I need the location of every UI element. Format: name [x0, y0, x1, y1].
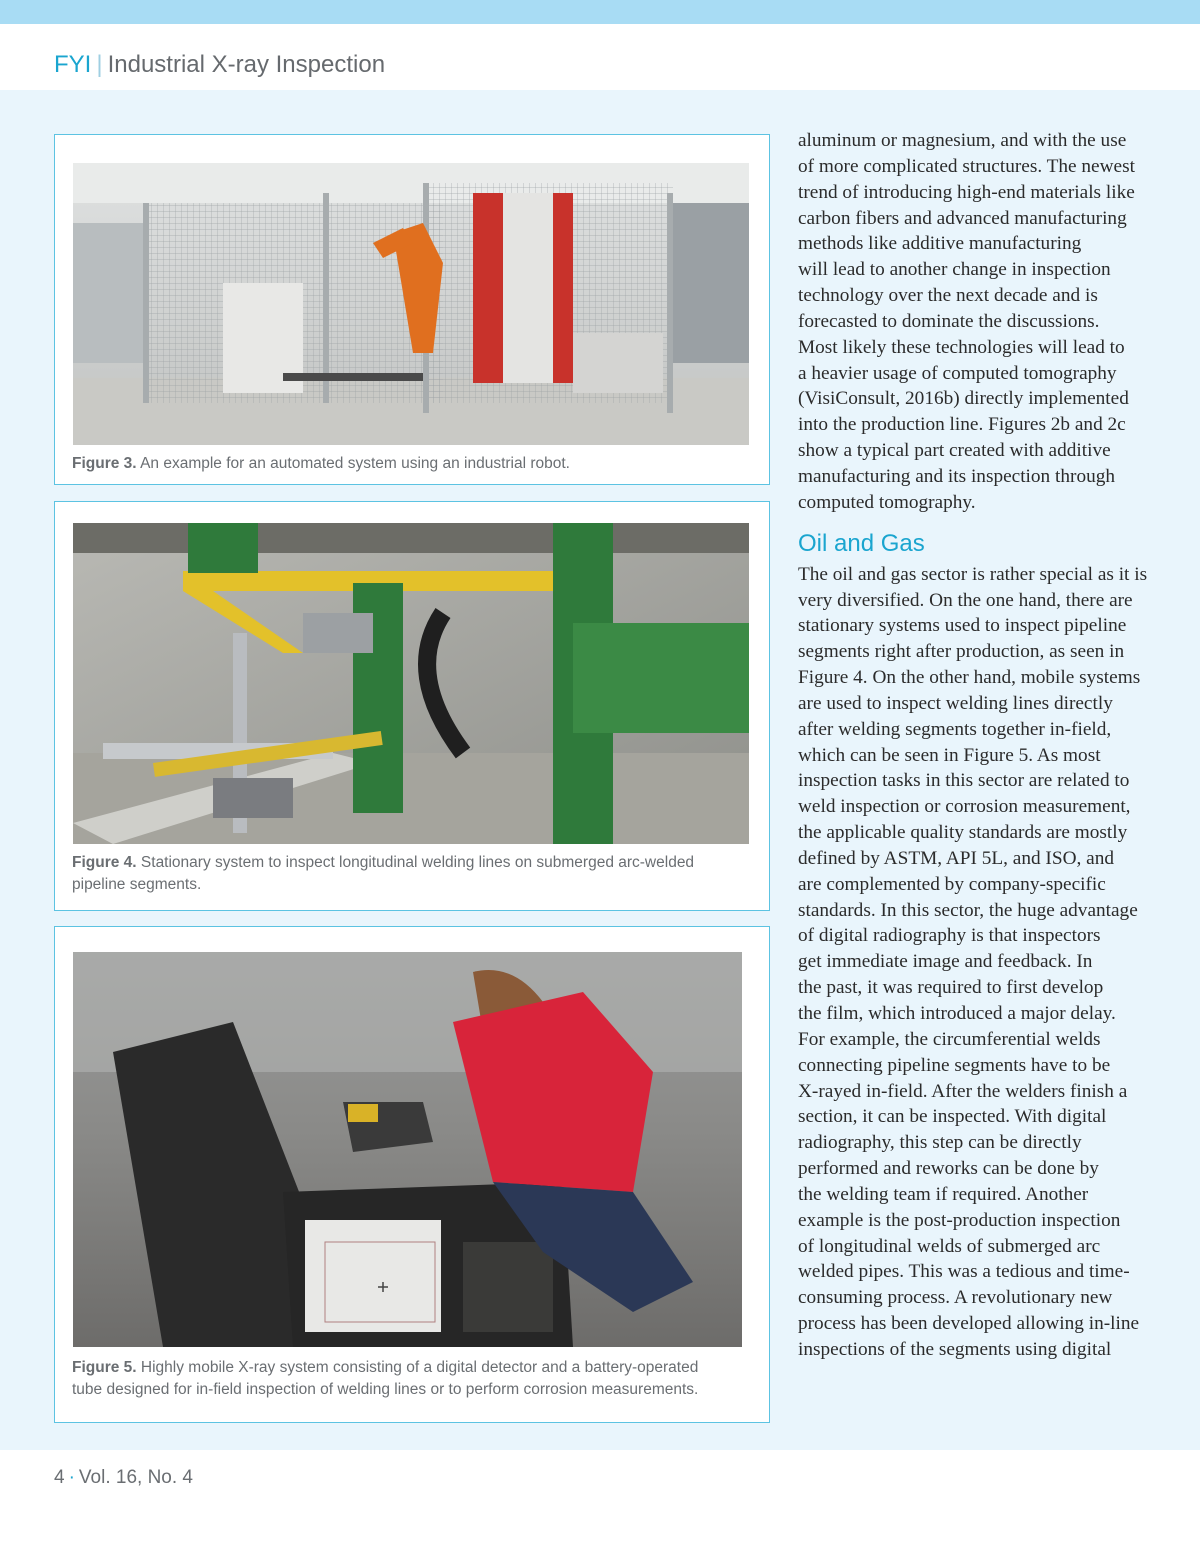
figure-5-photo — [73, 952, 742, 1347]
article-line: welded pipes. This was a tedious and time- — [798, 1261, 1130, 1283]
article-line: connecting pipeline segments have to be — [798, 1054, 1111, 1076]
article-line: example is the post-production inspection — [798, 1209, 1121, 1231]
article-line: Figure 4. On the other hand, mobile systems — [798, 667, 1141, 689]
article-line: of digital radiography is that inspectors — [798, 925, 1101, 947]
article-line: a heavier usage of computed tomography — [798, 362, 1117, 384]
article-line: get immediate image and feedback. In — [798, 951, 1093, 973]
article-line: which can be seen in Figure 5. As most — [798, 744, 1101, 766]
article-line: process has been developed allowing in-line — [798, 1313, 1140, 1335]
figure-4 — [54, 501, 770, 911]
article-line: the film, which introduced a major delay. — [798, 1003, 1116, 1024]
article-line: (VisiConsult, 2016b) directly implemented — [798, 388, 1129, 410]
article-line: segments right after production, as seen in — [798, 641, 1125, 663]
article-column — [798, 128, 1158, 1363]
article-line: aluminum or magnesium, and with the use — [798, 130, 1127, 151]
article-line: inspections of the segments using digital — [798, 1338, 1112, 1360]
article-line: trend of introducing high-end materials like — [798, 181, 1135, 203]
article-line: computed tomography. — [798, 491, 976, 513]
page-number: 4 — [54, 1467, 65, 1488]
article-line: of more complicated structures. The newest — [798, 155, 1135, 177]
figure-4-caption-line-1: Stationary system to inspect longitudinal welding lines on submerged arc-welded — [140, 854, 695, 871]
figure-5-caption — [72, 1357, 752, 1401]
article-line: very diversified. On the one hand, there are — [798, 589, 1133, 611]
figure-5-caption-line-2: tube designed for in-field inspection of welding lines or to perform corrosion measurements. — [72, 1381, 699, 1398]
figure-3-photo — [73, 163, 749, 445]
figure-3-caption-text: An example for an automated system using an industrial robot. — [140, 455, 570, 472]
article-line: are used to inspect welding lines directly — [798, 692, 1113, 714]
article-line: stationary systems used to inspect pipeline — [798, 615, 1127, 637]
article-line: standards. In this sector, the huge advantage — [798, 899, 1138, 921]
article-line: Most likely these technologies will lead to — [798, 336, 1125, 358]
article-line: manufacturing and its inspection through — [798, 465, 1116, 487]
page-header — [0, 24, 1200, 90]
article-line: consuming process. A revolutionary new — [798, 1287, 1113, 1309]
figure-5-caption-line-1: Highly mobile X-ray system consisting of a digital detector and a battery-operated — [140, 1359, 699, 1376]
article-line: weld inspection or corrosion measurement, — [798, 796, 1131, 818]
article-line: the applicable quality standards are mostly — [798, 822, 1128, 844]
footer-dot: · — [68, 1467, 75, 1488]
figure-3-caption — [72, 453, 752, 475]
article-paragraph-2 — [798, 562, 1158, 1363]
article-line: The oil and gas sector is rather special as it is — [798, 563, 1148, 585]
figure-4-photo — [73, 523, 749, 844]
article-line: the welding team if required. Another — [798, 1183, 1089, 1205]
section-heading-oil-and-gas: Oil and Gas — [798, 529, 925, 557]
article-line: into the production line. Figures 2b and 2c — [798, 414, 1126, 436]
figure-5-label: Figure 5. — [72, 1359, 137, 1376]
article-line: section, it can be inspected. With digital — [798, 1106, 1107, 1128]
article-line: technology over the next decade and is — [798, 285, 1098, 307]
article-line: will lead to another change in inspection — [798, 259, 1111, 281]
figure-4-caption — [72, 852, 752, 896]
issue-info: Vol. 16, No. 4 — [78, 1467, 193, 1488]
article-line: performed and reworks can be done by — [798, 1158, 1099, 1180]
article-line: defined by ASTM, API 5L, and ISO, and — [798, 847, 1114, 869]
running-head — [54, 51, 385, 79]
article-line: inspection tasks in this sector are related to — [798, 770, 1130, 792]
figure-4-label: Figure 4. — [72, 854, 137, 871]
header-separator: | — [96, 51, 103, 78]
article-line: X-rayed in-field. After the welders finish a — [798, 1080, 1128, 1102]
article-line: methods like additive manufacturing — [798, 233, 1082, 255]
article-line: show a typical part created with additive — [798, 440, 1111, 462]
article-paragraph-1 — [798, 128, 1158, 516]
article-line: For example, the circumferential welds — [798, 1028, 1101, 1050]
article-line: carbon fibers and advanced manufacturing — [798, 207, 1127, 229]
figure-3-label: Figure 3. — [72, 455, 137, 472]
article-line: after welding segments together in-field, — [798, 718, 1112, 740]
figure-5 — [54, 926, 770, 1423]
article-line: of longitudinal welds of submerged arc — [798, 1235, 1101, 1257]
figure-3 — [54, 134, 770, 485]
figure-4-caption-line-2: pipeline segments. — [72, 876, 202, 893]
page-footer — [54, 1467, 193, 1489]
article-line: radiography, this step can be directly — [798, 1132, 1082, 1154]
article-line: forecasted to dominate the discussions. — [798, 310, 1100, 332]
article-line: are complemented by company-specific — [798, 873, 1106, 895]
section-label: FYI — [54, 51, 92, 78]
article-line: the past, it was required to first develop — [798, 977, 1104, 999]
top-color-bar — [0, 0, 1200, 24]
header-title: Industrial X-ray Inspection — [107, 51, 386, 78]
